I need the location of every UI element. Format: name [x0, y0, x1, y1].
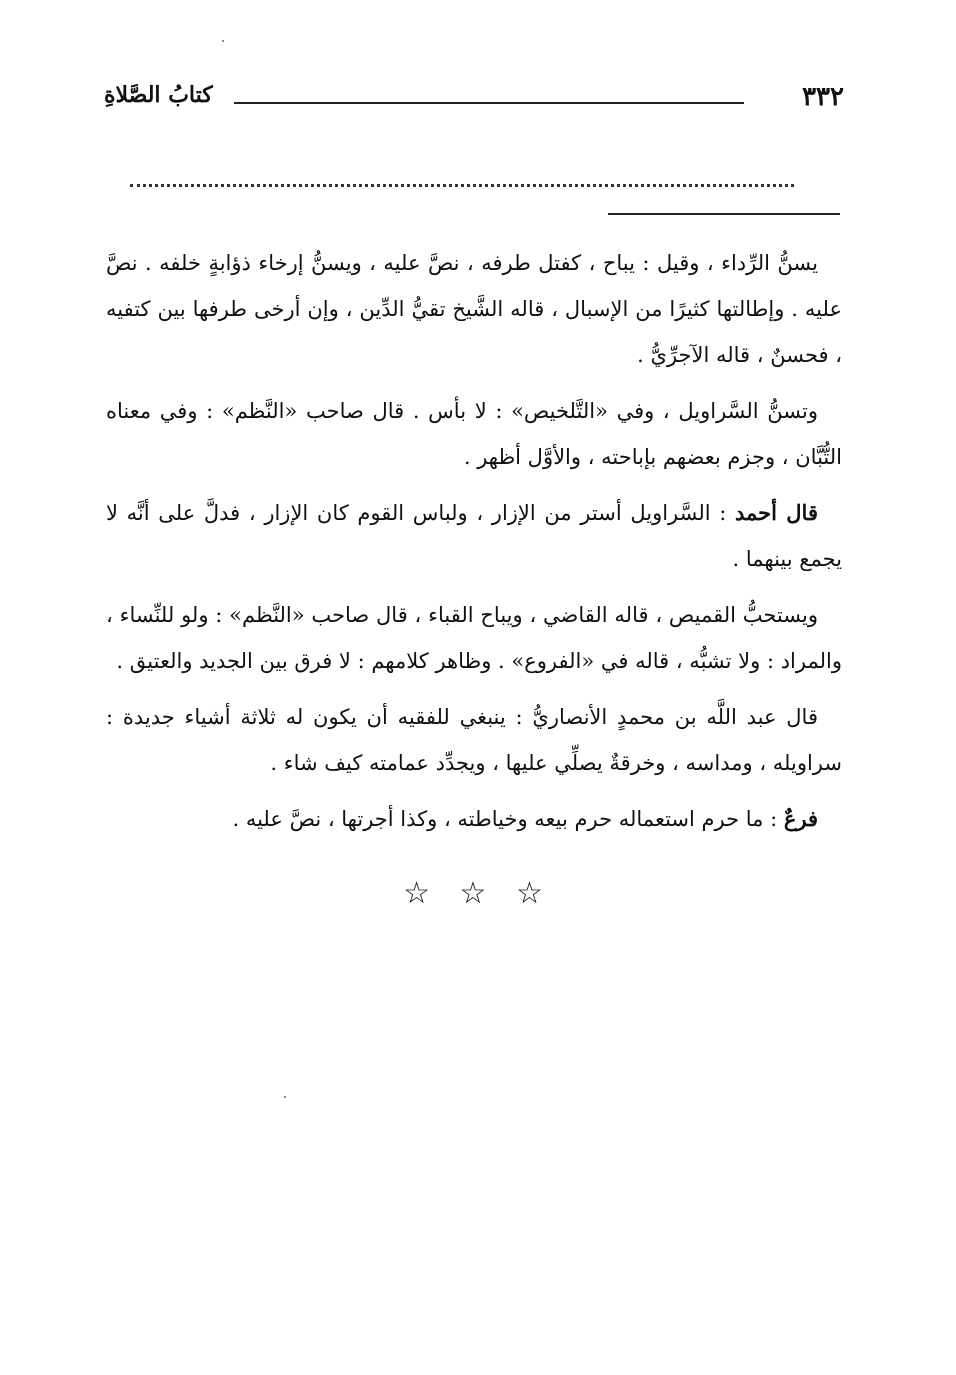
paragraph-2	[106, 388, 842, 480]
running-title: كتابُ الصَّلاةِ	[104, 82, 213, 108]
body-text	[106, 240, 842, 852]
paragraph-text: وتسنُّ السَّراويل ، وفي «التَّلخيص» : لا بأس . قال صاحب «النَّظم» : وفي معناه التُّبَّان ، وجزم بعضهم بإباحته ، والأوَّل أظهر .	[106, 399, 842, 469]
paragraph-1	[106, 240, 842, 378]
page-header	[104, 80, 844, 120]
page-number: ٣٣٢	[802, 82, 844, 112]
paragraph-label: قال أحمد	[735, 500, 818, 525]
paragraph-text: : ما حرم استعماله حرم بيعه وخياطته ، وكذا أجرتها ، نصَّ عليه .	[232, 807, 784, 831]
paragraph-text: يسنُّ الرِّداء ، وقيل : يباح ، كفتل طرفه ، نصَّ عليه ، ويسنُّ إرخاء ذؤابةٍ خلفه . نصَّ عليه . وإطالتها كثيرًا من الإسبال ، قاله الشَّيخ تقيُّ الدِّين ، وإن أرخى طرفها بين كتفيه ، فحسنٌ ، قاله الآجرِّيُّ .	[106, 251, 842, 367]
paragraph-label: فرعٌ	[783, 806, 818, 831]
paragraph-6	[106, 796, 842, 842]
paragraph-3	[106, 490, 842, 582]
header-rule	[234, 102, 744, 104]
section-separator-stars: ☆ ☆ ☆	[403, 876, 553, 911]
dotted-divider	[130, 184, 794, 187]
scan-speck	[222, 40, 224, 42]
scan-speck	[284, 1096, 286, 1098]
section-rule	[608, 213, 840, 215]
paragraph-text: : السَّراويل أستر من الإزار ، ولباس القوم كان الإزار ، فدلَّ على أنَّه لا يجمع بينهما .	[106, 501, 842, 571]
paragraph-text: ويستحبُّ القميص ، قاله القاضي ، ويباح القباء ، قال صاحب «النَّظم» : ولو للنِّساء ، والمراد : ولا تشبُّه ، قاله في «الفروع» . وظاهر كلامهم : لا فرق بين الجديد والعتيق .	[106, 603, 842, 673]
paragraph-5	[106, 694, 842, 786]
paragraph-text: قال عبد اللَّه بن محمدٍ الأنصاريُّ : ينبغي للفقيه أن يكون له ثلاثة أشياء جديدة : سراويله ، ومداسه ، وخرقةٌ يصلِّي عليها ، ويجدِّد عمامته كيف شاء .	[106, 705, 842, 775]
paragraph-4	[106, 592, 842, 684]
